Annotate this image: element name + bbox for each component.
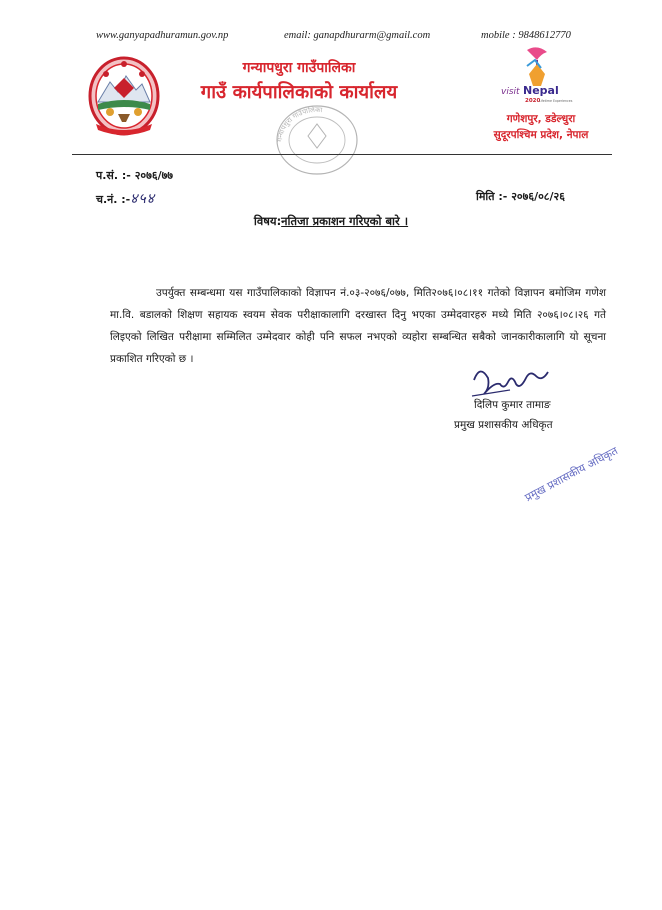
header-divider — [72, 154, 612, 155]
signatory-name: दिलिप कुमार तामाङ — [474, 399, 551, 411]
website-text: www.ganyapadhuramun.gov.np — [96, 30, 229, 41]
svg-text:Lifetime Experiences: Lifetime Experiences — [539, 99, 573, 103]
office-name: गाउँ कार्यपालिकाको कार्यालय — [200, 82, 398, 103]
svg-text:visit: visit — [501, 87, 520, 97]
svg-text:2020: 2020 — [525, 98, 541, 104]
visit-nepal-logo-icon — [497, 46, 573, 108]
mobile-contact: mobile : 9848612770 — [481, 30, 571, 41]
address-line-2: सुदूरपश्चिम प्रदेश, नेपाल — [493, 129, 589, 141]
office-seal-icon — [272, 102, 362, 178]
body-paragraph: उपर्युक्त सम्बन्धमा यस गाउँपालिकाको विज्ञापन नं.०३-२०७६/०७७, मिति२०७६।०८।११ गतेको विज्ञापन बमोजिम गणेश मा.वि. बडालको शिक्षण सहायक स्वयम सेवक परीक्षाकालागि दरखास्त दिनु भएका उम्मेदवारहरु मध्ये मिति २०७६।०८।२६ गते लिइएको लिखित परीक्षामा सम्मिलित उम्मेदवार कोही पनि सफल नभएको व्यहोरा सम्बन्धित सबैको जानकारीकालागि यो सूचना प्रकाशित गरिएको छ । — [110, 287, 606, 365]
svg-text:गन्यापधुरा गाउँपालिका: गन्यापधुरा गाउँपालिका — [275, 105, 323, 143]
signatory-designation: प्रमुख प्रशासकीय अधिकृत — [454, 419, 553, 431]
subject-line: विषय:नतिजा प्रकाशन गरिएको बारे । — [253, 214, 409, 228]
signature-icon — [470, 360, 550, 402]
email-contact: email: ganapdhurarm@gmail.com — [284, 30, 431, 41]
address-line-1: गणेशपुर, डडेल्धुरा — [506, 113, 576, 125]
nepal-emblem-icon — [84, 52, 164, 138]
designation-stamp-icon — [516, 440, 620, 505]
svg-text:प्रमुख प्रशासकीय अधिकृत: प्रमुख प्रशासकीय अधिकृत — [522, 444, 620, 505]
municipality-name: गन्यापधुरा गाउँपालिका — [242, 60, 356, 76]
chalani-number: च.नं. :-४५४ — [96, 191, 156, 207]
letter-date: मिति :- २०७६/०८/२६ — [476, 190, 565, 203]
patra-sankhya: प.सं. :- २०७६/७७ — [96, 169, 174, 182]
svg-text:Nepal: Nepal — [523, 84, 559, 97]
